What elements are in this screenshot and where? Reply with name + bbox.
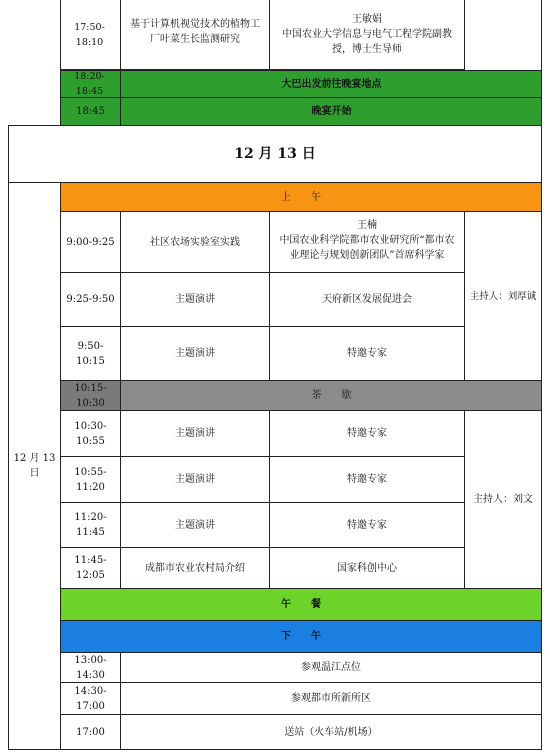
top-row-1-time: 17:50-18:10	[74, 22, 105, 48]
top-row-1-speaker: 王敏娟 中国农业大学信息与电气工程学院副教授，博士生导师	[282, 13, 452, 55]
midday-row-2-topic: 主题演讲	[175, 474, 215, 485]
midday-row-3-topic: 主题演讲	[175, 519, 215, 531]
afternoon-row-3-time: 17:00	[76, 726, 105, 738]
midday-row-4-topic: 成都市农业农村局介绍	[145, 562, 245, 574]
morning-row-2-time: 9:25-9:50	[66, 294, 115, 305]
afternoon-row-2-time: 14:30-17:00	[74, 685, 107, 712]
morning-row-3-topic: 主题演讲	[175, 348, 215, 359]
midday-row-3-speaker: 特邀专家	[347, 519, 387, 531]
afternoon-row-3-event: 送站（火车站/机场）	[284, 726, 378, 738]
dinner-time: 18:45	[76, 106, 105, 117]
midday-row-4-speaker: 国家科创中心	[337, 562, 397, 574]
bus-departure-time: 18:20-18:45	[74, 71, 105, 97]
bus-departure-label: 大巴出发前往晚宴地点	[281, 78, 382, 90]
morning-header: 上 午	[281, 191, 321, 203]
top-row-1-topic: 基于计算机视觉技术的植物工厂叶菜生长监测研究	[130, 19, 260, 45]
morning-row-3-time: 9:50-10:15	[76, 340, 105, 367]
midday-row-1-topic: 主题演讲	[175, 428, 215, 439]
dinner-label: 晚宴开始	[311, 106, 352, 117]
morning-row-1-speaker: 王楠 中国农业科学院都市农业研究所“都市农业理论与规划创新团队”首席科学家	[279, 219, 455, 261]
midday-row-2-time: 10:55-11:20	[74, 466, 107, 493]
morning-row-1-topic: 社区农场实验室实践	[150, 236, 240, 248]
host-1: 主持人：刘厚诚	[469, 290, 537, 302]
afternoon-row-1-time: 13:00-14:30	[74, 654, 107, 681]
midday-row-2-speaker: 特邀专家	[347, 474, 387, 485]
midday-row-3-time: 11:20-11:45	[74, 512, 107, 538]
day-label: 12 月 13 日	[13, 453, 56, 479]
midday-row-1-speaker: 特邀专家	[347, 428, 387, 439]
midday-row-4-time: 11:45-12:05	[74, 555, 107, 581]
lunch-label: 午 餐	[281, 599, 321, 610]
date-banner: 12 月 13 日	[234, 145, 316, 162]
morning-row-2-speaker: 天府新区发展促进会	[322, 294, 412, 305]
morning-row-2-topic: 主题演讲	[175, 294, 215, 305]
tea-break-time: 10:15-10:30	[74, 382, 107, 409]
host-2: 主持人：刘文	[473, 494, 533, 505]
morning-row-1-time: 9:00-9:25	[66, 236, 115, 248]
afternoon-header: 下 午	[281, 631, 321, 642]
tea-break-label: 茶 歇	[311, 390, 352, 401]
afternoon-row-1-event: 参观温江点位	[301, 662, 361, 673]
midday-row-1-time: 10:30-10:55	[74, 420, 107, 447]
morning-row-3-speaker: 特邀专家	[347, 348, 387, 359]
afternoon-row-2-event: 参观都市所新所区	[291, 693, 371, 704]
